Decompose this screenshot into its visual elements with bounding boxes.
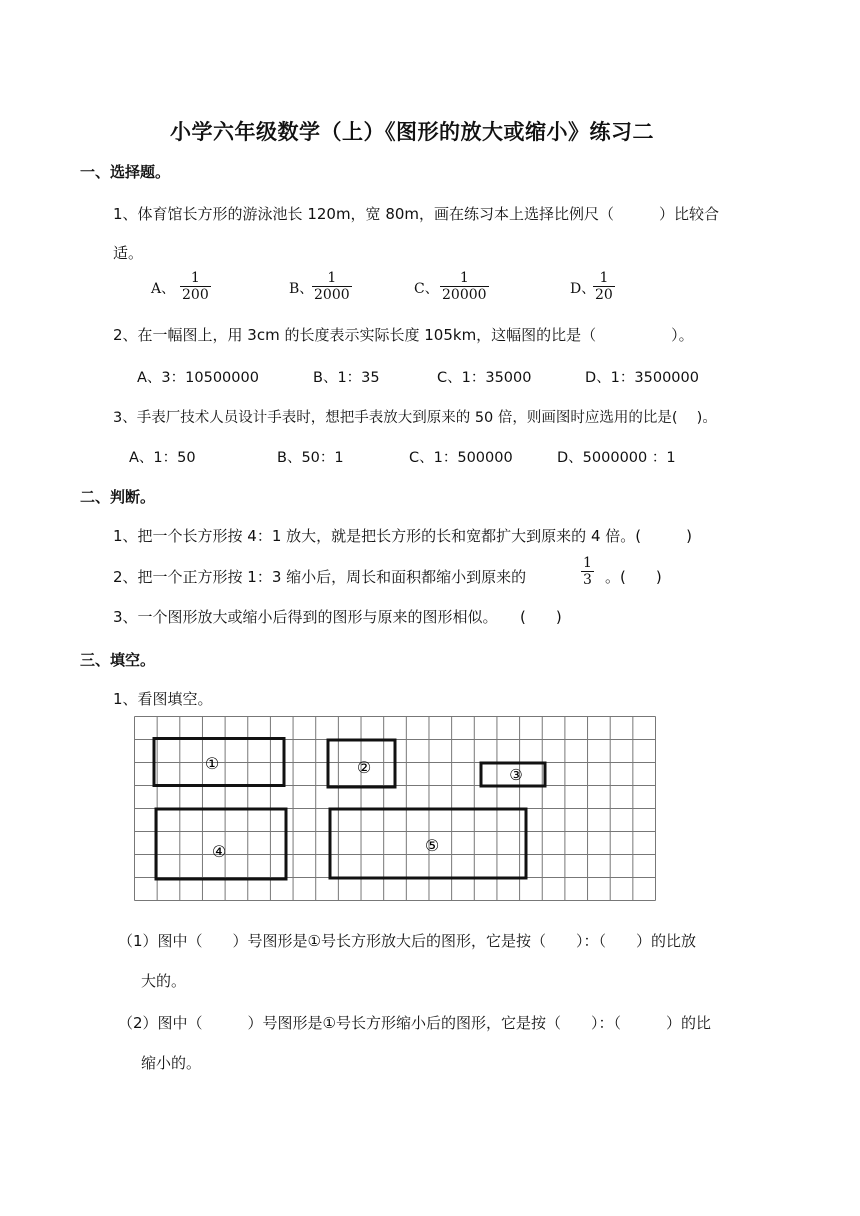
option-c-denominator: 20000: [442, 287, 487, 303]
fill-sub2-line1: （2）图中（ ）号图形是①号长方形缩小后的图形，它是按（ ）：（ ）的比: [118, 1014, 711, 1032]
fill-sub1-line2: 大的。: [141, 972, 187, 990]
option-a-letter: A、: [151, 281, 176, 297]
question-2-option-b: B、1：35: [313, 370, 380, 386]
option-c-fraction: [440, 270, 489, 303]
option-a-denominator: 200: [182, 287, 209, 303]
judge-question-2-before: 2、把一个正方形按 1：3 缩小后，周长和面积都缩小到原来的: [113, 568, 527, 586]
option-c-numerator: 1: [459, 270, 469, 286]
option-b-fraction: [312, 270, 352, 303]
section-heading-choice: 一、选择题。: [80, 163, 171, 181]
option-d-numerator: 1: [599, 270, 609, 286]
page-title: 小学六年级数学（上）《图形的放大或缩小》练习二: [170, 120, 654, 144]
rectangle-1-label: ①: [204, 754, 220, 773]
question-3-option-b: B、50：1: [277, 450, 344, 466]
rectangle-2-label: ②: [356, 758, 372, 777]
question-2-text: 2、在一幅图上，用 3cm 的长度表示实际长度 105km，这幅图的比是（ ）。: [113, 326, 694, 344]
option-c-letter: C、: [414, 281, 439, 297]
option-b-letter: B、: [289, 281, 314, 297]
fill-sub1-line1: （1）图中（ ）号图形是①号长方形放大后的图形，它是按（ ）：（ ）的比放: [118, 932, 696, 950]
question-2-option-a: A、3：10500000: [137, 370, 259, 386]
judge-question-2-fraction: [581, 555, 594, 588]
judge-question-2-after: 。( ): [605, 568, 662, 586]
question-3-text: 3、手表厂技术人员设计手表时，想把手表放大到原来的 50 倍，则画图时应选用的比是( )。: [113, 410, 717, 426]
rectangle-3-label: ③: [509, 766, 523, 784]
option-b-denominator: 2000: [314, 287, 350, 303]
judge-question-3: 3、一个图形放大或缩小后得到的图形与原来的图形相似。 ( ): [113, 608, 562, 626]
option-b-numerator: 1: [327, 270, 337, 286]
question-2-option-c: C、1：35000: [437, 370, 532, 386]
question-3-option-c: C、1：500000: [409, 450, 513, 466]
question-1-line1: 1、体育馆长方形的游泳池长 120m，宽 80m，画在练习本上选择比例尺（ ）比较合: [113, 205, 720, 223]
rectangle-4-label: ④: [211, 842, 227, 861]
judge-question-2-numerator: 1: [583, 555, 592, 571]
option-d-letter: D、: [570, 281, 596, 297]
grid-figure: [134, 716, 656, 901]
rectangle-5-label: ⑤: [424, 836, 440, 855]
question-3-option-a: A、1：50: [129, 450, 196, 466]
question-1-line2: 适。: [113, 244, 144, 262]
question-2-option-d: D、1：3500000: [585, 370, 699, 386]
section-heading-fill: 三、填空。: [80, 651, 156, 669]
option-d-fraction: [593, 270, 615, 303]
fill-sub2-line2: 缩小的。: [141, 1054, 202, 1072]
section-heading-judge: 二、判断。: [80, 488, 156, 506]
option-d-denominator: 20: [595, 287, 613, 303]
judge-question-2-denominator: 3: [583, 572, 592, 588]
judge-question-1: 1、把一个长方形按 4：1 放大，就是把长方形的长和宽都扩大到原来的 4 倍。( ): [113, 527, 692, 545]
option-a-numerator: 1: [190, 270, 200, 286]
fill-question-1-label: 1、看图填空。: [113, 690, 213, 708]
option-a-fraction: [180, 270, 211, 303]
question-3-option-d: D、5000000 ：1: [557, 450, 676, 466]
